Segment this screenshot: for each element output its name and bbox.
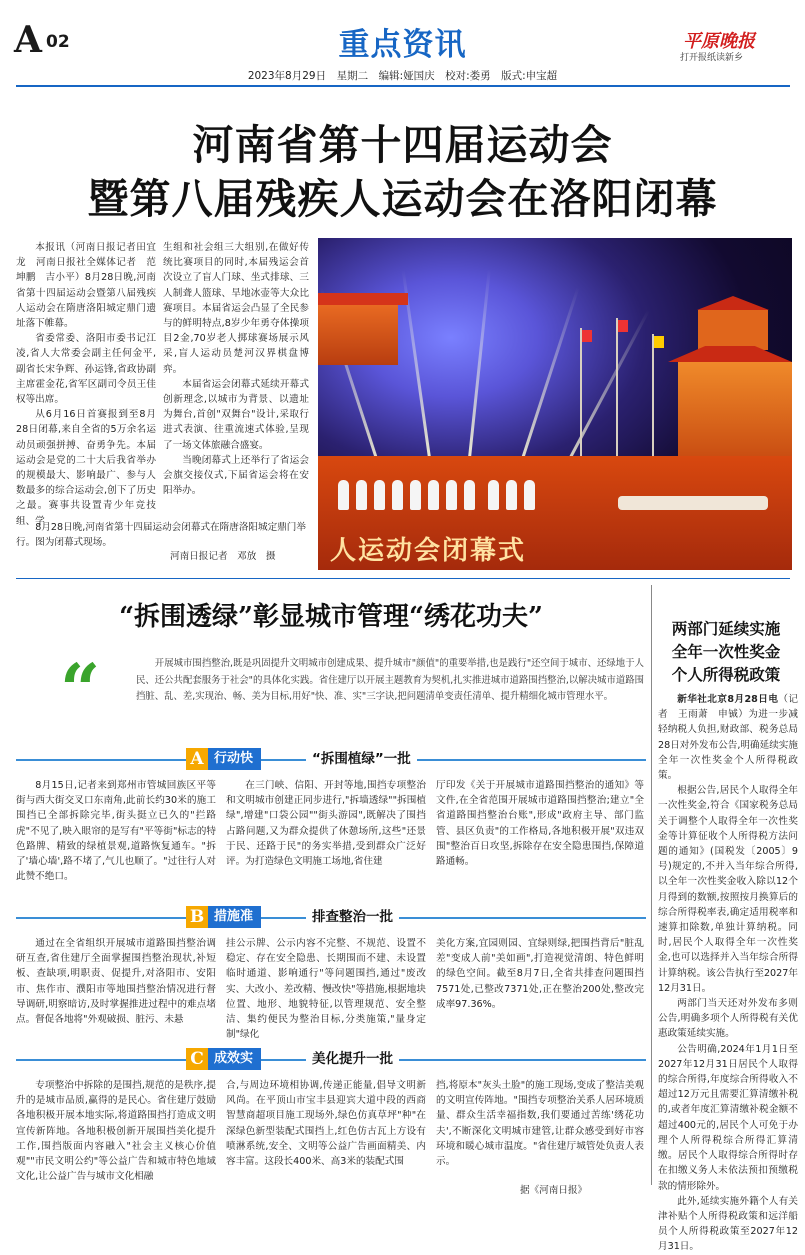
section-tag-label: 成效实 — [214, 1051, 254, 1066]
pagoda-roof — [688, 296, 778, 310]
lead-paragraph: 当晚闭幕式上还举行了省运会会旗交接仪式,下届省运会将在安阳举办。 — [163, 454, 309, 497]
feature-intro — [136, 656, 644, 706]
section-paragraph: 挂公示牌、公示内容不完整、不规范、设置不稳定、存在安全隐患、长期围而不建、未设置临时通道、影响通行"等问题围挡,通过"废改实、大改小、差改精、慢改快"等措施,根据地块位置、地形、地貌特征,以管理规范、安全整洁、集约便民为整治目标,分类施策,"量身定制"绿化 — [226, 938, 426, 1041]
page-letter: A — [14, 19, 42, 61]
section-b-column-2 — [226, 936, 426, 1046]
stage-banner-text: 人运动会闭幕式 — [330, 536, 527, 566]
performer — [338, 480, 349, 510]
lead-paragraph: 省委常委、洛阳市委书记江凌,省人大常委会副主任何金平,副省长宋争辉、孙运锋,省政协副主席霍金花,省军区副司令员王佳权等出席。 — [16, 333, 156, 406]
page-number: 02 — [46, 32, 70, 52]
brand-slogan: 打开报纸读新乡 — [680, 53, 744, 63]
lead-paragraph: 本届省运会闭幕式延续开幕式创新理念,以城市为背景、以遗址为舞台,首创"双舞台"设计,采取行进式表演、往重流速式体验,呈现了一场文体旅融合盛宴。 — [163, 378, 309, 451]
sidebar-reporter: （记者 王雨萧 申铖） — [658, 694, 799, 721]
section-a-column-1 — [16, 778, 216, 906]
section-letter: C — [186, 1048, 208, 1070]
sidebar-paragraph: 公告明确,2024年1月1日至2027年12月31日居民个人取得的综合所得,年度综合所得收入不超过12万元且需要汇算清缴补税的,或者年度汇算清缴补税金额不超过400元的,居民个人可免于办理个人所得税综合所得汇算清缴。居民个人取得综合所得时存在扣缴义务人未依法预扣预缴税款的情形除外。 — [658, 1043, 798, 1192]
photo-caption — [16, 520, 312, 550]
performer — [488, 480, 499, 510]
sidebar-headline-line: 两部门延续实施 — [671, 620, 781, 638]
section-c-column-1 — [16, 1078, 216, 1198]
photo-credit: 河南日报记者 邓放 摄 — [170, 551, 276, 562]
header-divider — [16, 85, 790, 87]
section-header-a — [16, 748, 646, 770]
sidebar-byline: 新华社北京8月28日电 — [677, 694, 779, 705]
section-subtitle: “拆围植绿”一批 — [306, 748, 417, 770]
lead-paragraph: 生组和社会组三大组别,在做好传统比赛项目的同时,本届残运会首次设立了盲人门球、坐式排球、三人制聋人篮球、旱地冰壶等大众比赛项目。本届省运会凸显了全民参与的鲜明特点,8岁少年勇夺体操项目2金,70岁老人掷球赛场展示风采,盲人运动员楚河汉界棋盘博弈。 — [163, 242, 309, 375]
flag-pole — [616, 318, 618, 458]
pagoda-body — [698, 310, 768, 350]
section-tag — [186, 1048, 261, 1070]
section-paragraph: 在三门峡、信阳、开封等地,围挡专项整治和文明城市创建正同步进行,"拆墙透绿""拆围植绿",增建"口袋公园""街头游园",既解决了围挡占路问题,又为群众提供了休憩场所,这些"还景于民、还路于民"的务实举措,受到群众广泛好评。为打造绿色文明施工场地,省住建 — [226, 780, 426, 868]
sidebar-paragraph: 两部门当天还对外发布多则公告,明确多项个人所得税有关优惠政策延续实施。 — [658, 998, 798, 1040]
section-b-column-3 — [436, 936, 644, 1046]
light-beam — [518, 287, 580, 469]
section-subtitle: 美化提升一批 — [306, 1048, 399, 1070]
section-tag — [186, 906, 261, 928]
sidebar-headline — [652, 618, 800, 687]
section-tag-label: 措施准 — [214, 909, 254, 924]
section-letter: A — [186, 748, 208, 770]
flag — [654, 336, 664, 348]
performer — [410, 480, 421, 510]
section-subtitle: 排查整治一批 — [306, 906, 399, 928]
lead-article-column-1 — [16, 240, 156, 527]
pagoda-roof — [668, 346, 792, 362]
section-letter: B — [186, 906, 208, 928]
section-a-column-3 — [436, 778, 644, 906]
closing-ceremony-photo — [318, 238, 792, 570]
performer — [446, 480, 457, 510]
section-title: 重点资讯 — [338, 27, 467, 63]
sidebar-headline-line: 全年一次性奖金 — [671, 643, 781, 661]
light-beam — [558, 310, 650, 479]
lead-headline-line2: 暨第八届残疾人运动会在洛阳闭幕 — [87, 175, 718, 223]
issue-meta-line: 2023年8月29日 星期二 编辑:娅国庆 校对:娄勇 版式:申宝超 — [247, 70, 558, 82]
section-paragraph: 8月15日,记者来到郑州市管城回族区平等街与西大街交叉口东南角,此前长约30米的施工围挡已全部拆除完毕,街头挺立已久的"拦路虎"不见了,映入眼帘的是写有"平等街"标志的特色路牌、精致的绿植景观,道路恢复通车。"拆了'墙心墙',路不堵了,气儿也顺了。"过往行人对此赞不绝口。 — [16, 780, 216, 883]
performer — [524, 480, 535, 510]
section-divider — [16, 578, 790, 579]
lead-article-column-2 — [163, 240, 309, 510]
section-header-b — [16, 906, 646, 928]
photo-caption-text: 8月28日晚,河南省第十四届运动会闭幕式在隋唐洛阳城定鼎门举行。图为闭幕式现场。 — [16, 522, 306, 548]
section-header-c — [16, 1048, 646, 1070]
section-b-column-1 — [16, 936, 216, 1046]
flag — [582, 330, 592, 342]
section-tag — [186, 748, 261, 770]
light-beam — [468, 269, 491, 458]
flag-pole — [580, 328, 582, 458]
performer — [356, 480, 367, 510]
sidebar-article — [658, 692, 799, 1253]
section-c-column-3 — [436, 1078, 644, 1182]
performer — [506, 480, 517, 510]
performer — [392, 480, 403, 510]
sidebar-paragraph: 根据公告,居民个人取得全年一次性奖金,符合《国家税务总局关于调整个人取得全年一次性奖金等计算征收个人所得税方法问题的通知》(国税发〔2005〕9号)规定的,不并入当年综合所得,以全年一次性奖金收入除以12个月得到的数额,按照按月换算后的综合所得税率表,确定适用税率和速算扣除数,单独计算纳税。同时,居民个人取得全年一次性奖金,也可以选择并入当年综合所得计算纳税。该公告执行至2027年12月31日。 — [658, 785, 798, 994]
sidebar-paragraph: 此外,延续实施外籍个人有关津补贴个人所得税政策和远洋船员个人所得税政策至2027年12月31日。 — [658, 1195, 798, 1253]
lead-headline — [0, 118, 805, 226]
quote-mark-icon: “ — [60, 648, 101, 731]
section-a-column-2 — [226, 778, 426, 906]
section-paragraph: 挡,将原本"灰头土脸"的施工现场,变成了整洁美观的文明宣传阵地。"围挡专项整治关系人居环境质量、群众生活幸福指数,我们要通过苦练'绣花功夫',不断深化文明城市建管,让群众感受到好市容环境和暖心城市温度。"省住建厅城管处负责人表示。 — [436, 1080, 644, 1168]
section-paragraph: 厅印发《关于开展城市道路围挡整治的通知》等文件,在全省范围开展城市道路围挡整治;建立"全省道路围挡整治台账",形成"政府主导、部门监管、县区负责"的工作格局,各地积极开展"双违双围"整治百日攻坚,拆除存在安全隐患围挡,保障道路通畅。 — [436, 780, 644, 868]
lead-paragraph: 从6月16日首赛报到至8月28日闭幕,来自全省的5万余名运动员顽强拼搏、奋勇争先。本届运动会是党的二十大后我省举办的规模最大、影响最广、参与人数最多的综合运动会,创下了历史之最。赛事共设置青少年竞技组、学 — [16, 409, 156, 527]
section-paragraph: 合,与周边环境相协调,传递正能量,倡导文明新风尚。在平顶山市宝丰县迎宾大道中段的西商智慧商超项目施工现场外,绿色仿真草坪"种"在深绿色新型装配式围挡上,红色仿古瓦上方设有喷淋系统,安全、文明等公益广告画面精美、内容丰富。这段长400米、高3米的装配式围 — [226, 1080, 426, 1168]
choir — [618, 496, 768, 510]
feature-headline: “拆围透绿”彰显城市管理“绣花功夫” — [119, 602, 543, 632]
feature-intro-text: 开展城市围挡整治,既是巩固提升文明城市创建成果、提升城市"颜值"的重要举措,也是践行"还空间于城市、还绿地于人民、还公共配套服务于社会"的具体化实践。省住建厅以开展主题教育为契机,扎实推进城市道路围挡整治,以解决城市道路围挡脏、乱、差,实现治、畅、美为目标,用好"快、准、实"三字诀,把问题清单变责任清单、提升精细化城市管理水平。 — [136, 658, 644, 703]
brand-logo: 平原晚报 — [683, 31, 755, 52]
lead-paragraph: 本报讯（河南日报记者田宜龙 河南日报社全媒体记者 范坤鹏 吉小平）8月28日晚,河南省第十四届运动会暨第八届残疾人运动会在隋唐洛阳城定鼎门遗址落下帷幕。 — [16, 242, 156, 330]
section-tag-label: 行动快 — [214, 751, 254, 766]
performer — [428, 480, 439, 510]
sidebar-headline-line: 个人所得税政策 — [671, 666, 781, 684]
lead-headline-line1: 河南省第十四届运动会 — [192, 121, 613, 169]
gate-roof — [318, 293, 408, 305]
sidebar-paragraph: 为进一步减轻纳税人负担,财政部、税务总局28日对外发布公告,明确延续实施全年一次性奖金个人所得税政策。 — [658, 709, 798, 782]
pagoda-body — [678, 362, 792, 458]
section-paragraph: 美化方案,宜园则园、宜绿则绿,把围挡背后"脏乱差"变成人前"美如画",打造视觉清朗、特色鲜明的绿色空间。截至8月7日,全省共排查问题围挡7571处,已整改7371处,正在整治200处,整改完成率97.36%。 — [436, 938, 644, 1010]
section-paragraph: 通过在全省组织开展城市道路围挡整治调研互查,省住建厅全面掌握围挡整治现状,补短板、查缺项,明职责、促提升,对洛阳市、安阳市、焦作市、濮阳市等地围挡整治情况进行督导调研,明察暗访,及时掌握推进过程中的难点堵点。督促各地将"外观破损、脏污、未悬 — [16, 938, 216, 1026]
performer — [374, 480, 385, 510]
section-paragraph: 专项整治中拆除的是围挡,规范的是秩序,提升的是城市品质,赢得的是民心。省住建厅鼓励各地积极开展本地实际,将道路围挡打造成文明宣传新阵地。各地积极创新开展围挡美化提升工作,围挡版面内容融入"社会主义核心价值观""市民文明公约"等公益广告和城市特色地域文化,让公益广告与城市文化相融 — [16, 1080, 216, 1183]
performer — [464, 480, 475, 510]
flag — [618, 320, 628, 332]
section-c-column-2 — [226, 1078, 426, 1198]
article-source: 据《河南日报》 — [520, 1185, 588, 1196]
gate-building — [318, 305, 398, 365]
flag-pole — [652, 334, 654, 458]
